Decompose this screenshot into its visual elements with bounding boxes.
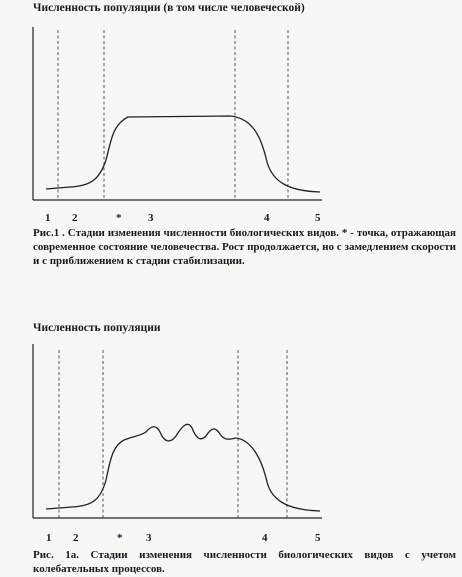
figure1-stage-5: 5 [315, 212, 321, 224]
figure2-stage-4: 4 [262, 532, 268, 544]
figure2-heading: Численность популяции [33, 322, 161, 334]
figure2-population-curve [46, 424, 320, 511]
figure1-stage-1: 1 [45, 212, 51, 224]
figure2-stage-star: * [117, 532, 123, 544]
figure1-stage-2: 2 [72, 212, 78, 224]
figure2-stage-1: 1 [46, 532, 52, 544]
figure1-heading: Численность популяции (в том числе человеческой) [33, 2, 305, 14]
figure2-caption: Рис. 1а. Стадии изменения численности биологических видов с учетом колебательных процессов. [33, 549, 456, 575]
figure1-stage-3: 3 [148, 212, 154, 224]
figure1-population-curve [46, 116, 320, 192]
figure2-stage-5: 5 [315, 532, 321, 544]
figure2-stage-2: 2 [73, 532, 79, 544]
figure2-stage-3: 3 [146, 532, 152, 544]
figure1-stage-star: * [116, 212, 122, 224]
figure1-caption: Рис.1 . Стадии изменения численности биологических видов. * - точка, отражающая современное состояние человечества. Рост продолжается, но с замедлением скорости и с приближением к стадии стабилизации. [33, 227, 456, 267]
figure1-stage-4: 4 [264, 212, 270, 224]
